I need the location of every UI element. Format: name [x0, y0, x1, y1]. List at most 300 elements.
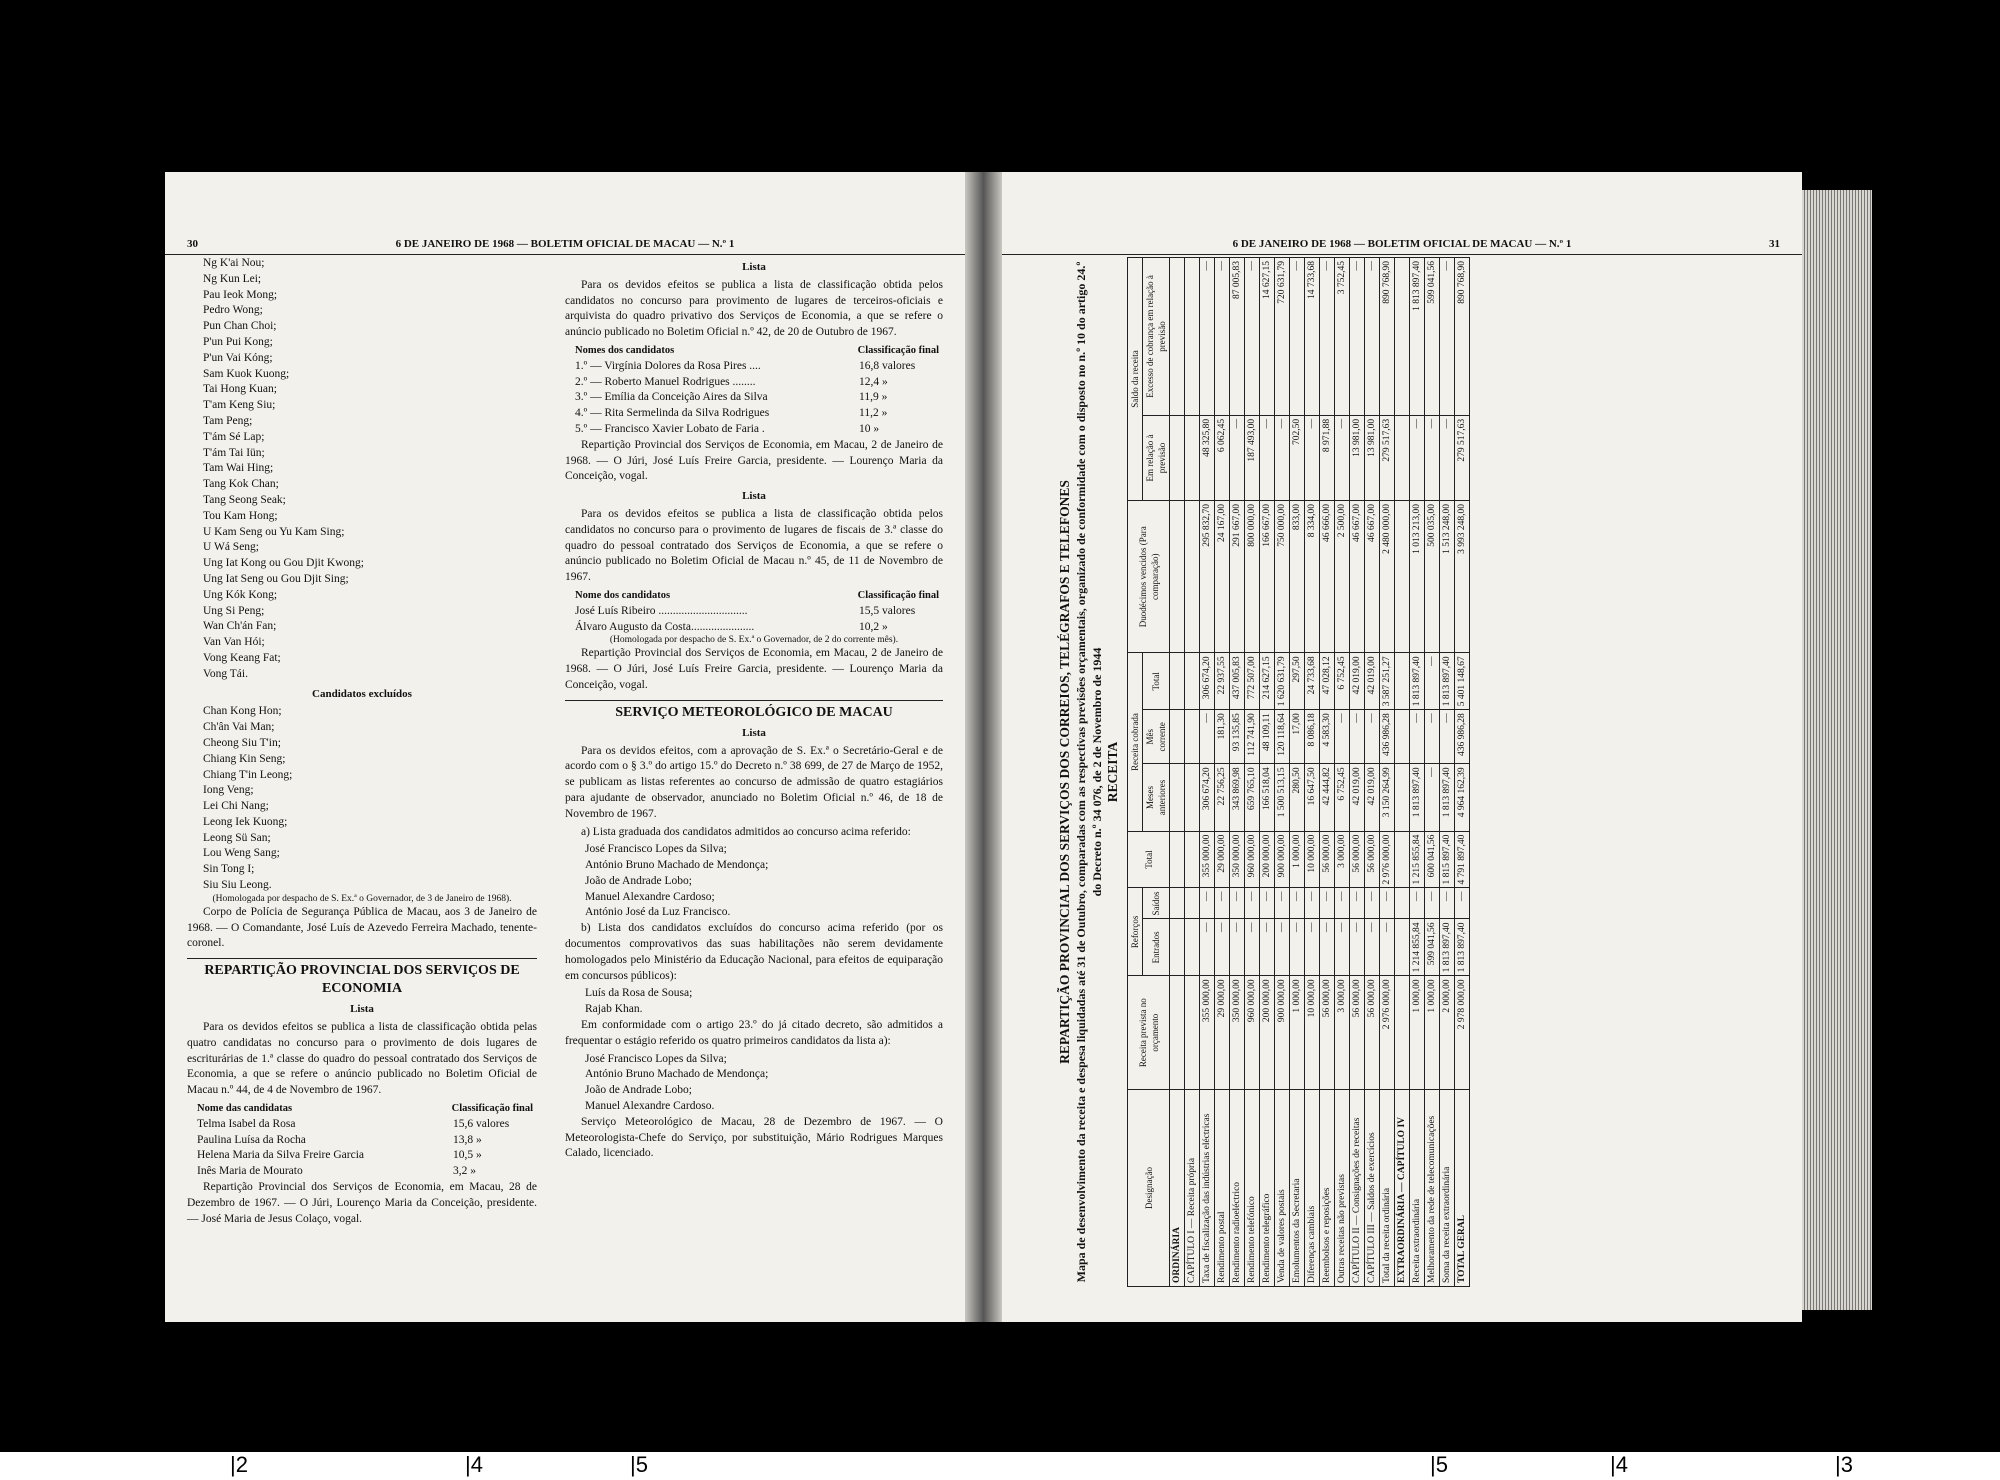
table-cell-du — [1170, 501, 1185, 653]
table-cell-x: 599 041,56 — [1425, 258, 1440, 416]
table-cell-d: Taxa de fiscalização das indústrias eléctricas — [1200, 1090, 1215, 1287]
left-running-title: 6 DE JANEIRO DE 1968 — BOLETIM OFICIAL DE MACAU — N.º 1 — [395, 238, 735, 250]
inspectors-paragraph: Para os devidos efeitos se publica a lista de classificação obtida pelos candidatos no concurso para o provimento de lugares de fiscais de 3.ª classe do quadro do pessoal contratado dos Serviços de Economia, a que se refere o anúncio publicado no Boletim Oficial de Macau n.º 45, de 11 de Novembro de 1967. — [565, 507, 943, 584]
table-cell-s: — — [1215, 888, 1230, 919]
th-saidos: Saídos — [1143, 888, 1170, 919]
table-cell-t — [1395, 831, 1410, 888]
table-cell-s: — — [1245, 888, 1260, 919]
excluded-candidate-name: Leong Iek Kuong; — [203, 815, 288, 828]
rank-score: 16,8 valores — [859, 359, 916, 372]
excluded-candidate-name: Cheong Siu T'in; — [203, 736, 281, 749]
candidate-name: T'ám Tai Iün; — [203, 446, 265, 459]
table-row — [1320, 258, 1335, 1287]
table-cell-r — [1170, 415, 1185, 500]
table-cell-du: 166 667,00 — [1260, 501, 1275, 653]
index-tab: |4 — [1610, 1452, 1628, 1477]
table-cell-t: 900 000,00 — [1275, 831, 1290, 888]
clerks-rank-list — [187, 1117, 537, 1180]
index-tab: |2 — [230, 1452, 248, 1477]
homologation-note: (Homologada por despacho de S. Ex.ª o Governador, de 3 de Janeiro de 1968). — [212, 893, 512, 904]
table-cell-d: CAPÍTULO II — Consignações de receitas — [1350, 1090, 1365, 1287]
table-cell-t: 56 000,00 — [1320, 831, 1335, 888]
rank-row — [565, 620, 943, 636]
table-cell-e: — — [1230, 919, 1245, 976]
table-cell-m: 306 674,20 — [1200, 764, 1215, 831]
col-name-header-2: Nomes dos candidatos — [575, 344, 675, 356]
table-cell-r: — — [1335, 415, 1350, 500]
candidate-name: Tang Seong Seak; — [203, 493, 286, 506]
officers-signature: Repartição Provincial dos Serviços de Economia, em Macau, 2 de Janeiro de 1968. — O Júri, José Luís Freire Garcia, presidente. — Lourenço Maria da Conceição, vogal. — [565, 438, 943, 483]
clerks-list-header — [187, 1101, 537, 1117]
officers-list-header — [565, 343, 943, 359]
right-page — [1002, 172, 1802, 1322]
table-cell-r: 48 325,80 — [1200, 415, 1215, 500]
th-saldo: Saldo da receita — [1128, 258, 1143, 501]
meteo-list-a — [565, 842, 943, 921]
table-cell-tc: 5 401 148,67 — [1455, 653, 1470, 710]
table-cell-c: 181,30 — [1215, 710, 1230, 764]
table-cell-t: 4 791 897,40 — [1455, 831, 1470, 888]
table-cell-c: — — [1350, 710, 1365, 764]
index-tab: |5 — [630, 1452, 648, 1477]
rank-score: 13,8 » — [453, 1133, 482, 1146]
table-cell-m: 1 813 897,40 — [1440, 764, 1455, 831]
table-cell-p: 355 000,00 — [1200, 976, 1215, 1090]
candidate-name: Ung Si Peng; — [203, 604, 265, 617]
table-cell-p: 56 000,00 — [1320, 976, 1335, 1090]
meteo-admitted-candidate: Manuel Alexandre Cardoso. — [585, 1100, 715, 1113]
rank-name: 1.º — Virgínia Dolores da Rosa Pires .... — [575, 359, 761, 372]
candidate-name: Tai Hong Kuan; — [203, 383, 277, 396]
table-row — [1230, 258, 1245, 1287]
table-cell-x: 14 627,15 — [1260, 258, 1275, 416]
table-cell-s — [1395, 888, 1410, 919]
table-cell-d: Receita extraordinária — [1410, 1090, 1425, 1287]
th-mes: Mês corrente — [1143, 710, 1170, 764]
inspectors-list-header — [565, 588, 943, 604]
rank-name: Inês Maria de Mourato — [197, 1165, 303, 1178]
table-cell-tc — [1185, 653, 1200, 710]
table-cell-c: 48 109,11 — [1260, 710, 1275, 764]
table-cell-d: Outras receitas não previstas — [1335, 1090, 1350, 1287]
table-cell-tc: 42 019,00 — [1350, 653, 1365, 710]
meteo-paragraph: Para os devidos efeitos, com a aprovação de S. Ex.ª o Secretário-Geral e de acordo com o § 3.º do artigo 15.º do Decreto n.º 38 699, de 27 de Março de 1952, se publicam as listas referentes ao concurso de admissão de quatro estagiários para ajudante de observador, anunciado no Boletim Oficial n.º 46, de 18 de Novembro de 1967. — [565, 744, 943, 820]
table-cell-tc: — — [1425, 653, 1440, 710]
table-cell-c — [1185, 710, 1200, 764]
table-cell-c: 93 135,85 — [1230, 710, 1245, 764]
table-cell-x: 720 631,79 — [1275, 258, 1290, 416]
table-cell-c: — — [1425, 710, 1440, 764]
table-cell-t: 1 815 897,40 — [1440, 831, 1455, 888]
table-cell-tc: 22 937,55 — [1215, 653, 1230, 710]
th-entrados: Entrados — [1143, 919, 1170, 976]
right-running-title: 6 DE JANEIRO DE 1968 — BOLETIM OFICIAL DE MACAU — N.º 1 — [1232, 238, 1572, 250]
excluded-candidate-name: Iong Veng; — [203, 784, 254, 797]
table-cell-m: 16 647,50 — [1305, 764, 1320, 831]
table-cell-d: Rendimento postal — [1215, 1090, 1230, 1287]
clerks-paragraph: Para os devidos efeitos se publica a lista de classificação obtida pelas quatro candidatas no concurso para o provimento de dois lugares de escriturárias de 1.ª classe do quadro do pessoal contratado dos Serviços de Economia, a que se refere o anúncio publicado no Boletim Oficial de Macau n.º 44, de 4 de Novembro de 1967. — [187, 1021, 537, 1097]
rank-score: 11,2 » — [859, 407, 888, 420]
meteo-candidate: Manuel Alexandre Cardoso; — [585, 890, 715, 903]
table-cell-t: 1 215 855,84 — [1410, 831, 1425, 888]
table-cell-m: 280,50 — [1290, 764, 1305, 831]
table-cell-p: 200 000,00 — [1260, 976, 1275, 1090]
table-cell-s: — — [1455, 888, 1470, 919]
excluded-candidate-name: Ch'ân Vai Man; — [203, 721, 275, 734]
table-cell-du: 750 000,00 — [1275, 501, 1290, 653]
table-cell-p: 56 000,00 — [1365, 976, 1380, 1090]
candidate-name: P'un Pui Kong; — [203, 335, 273, 348]
table-row — [1380, 258, 1395, 1287]
table-cell-p: 1 000,00 — [1290, 976, 1305, 1090]
table-cell-s: — — [1320, 888, 1335, 919]
table-cell-p: 29 000,00 — [1215, 976, 1230, 1090]
table-cell-t: 2 976 000,00 — [1380, 831, 1395, 888]
candidate-name: Ung Iat Kong ou Gou Djit Kwong; — [203, 557, 364, 570]
table-cell-tc: 1 813 897,40 — [1410, 653, 1425, 710]
table-cell-tc: 47 028,12 — [1320, 653, 1335, 710]
list-heading-4: Lista — [742, 726, 766, 739]
table-cell-tc: 437 005,83 — [1230, 653, 1245, 710]
table-cell-s: — — [1365, 888, 1380, 919]
table-cell-c: 436 986,28 — [1455, 710, 1470, 764]
table-cell-s: — — [1380, 888, 1395, 919]
excluded-names-list — [187, 704, 537, 894]
table-cell-c: — — [1335, 710, 1350, 764]
col-class-header: Classificação final — [451, 1103, 533, 1115]
candidate-name: Ung Kók Kong; — [203, 588, 278, 601]
col-name-header: Nome das candidatas — [197, 1103, 293, 1115]
rank-score: 12,4 » — [859, 375, 888, 388]
table-cell-c: — — [1410, 710, 1425, 764]
table-cell-d: Emolumentos da Secretaria — [1290, 1090, 1305, 1287]
table-cell-x: 890 768,90 — [1455, 258, 1470, 416]
rotated-revenue-table-block — [1057, 257, 1747, 1287]
table-cell-r: 13 981,00 — [1365, 415, 1380, 500]
right-page-number: 31 — [1769, 238, 1780, 250]
table-cell-r: — — [1275, 415, 1290, 500]
th-relacao: Em relação à previsão — [1143, 415, 1170, 500]
table-cell-s: — — [1230, 888, 1245, 919]
table-cell-c — [1170, 710, 1185, 764]
meteo-list-a-intro: a) Lista graduada dos candidatos admitidos ao concurso acima referido: — [581, 825, 911, 838]
economy-section-title: REPARTIÇÃO PROVINCIAL DOS SERVIÇOS DE ECONOMIA — [187, 958, 537, 998]
table-row — [1395, 258, 1410, 1287]
table-cell-r: 13 981,00 — [1350, 415, 1365, 500]
table-cell-t: 355 000,00 — [1200, 831, 1215, 888]
th-duodecimos: Duodécimos vencidos (Para comparação) — [1128, 501, 1170, 653]
rank-name: Helena Maria da Silva Freire Garcia — [197, 1149, 364, 1162]
table-cell-x: — — [1290, 258, 1305, 416]
rank-name: 5.º — Francisco Xavier Lobato de Faria . — [575, 422, 765, 435]
table-cell-m: — — [1425, 764, 1440, 831]
left-column-2 — [565, 256, 943, 1164]
table-cell-du: 2 480 000,00 — [1380, 501, 1395, 653]
inspectors-signature: Repartição Provincial dos Serviços de Economia, em Macau, 2 de Janeiro de 1968. — O Júri, José Luís Freire Garcia, presidente. — Lourenço Maria da Conceição, vogal. — [565, 647, 943, 691]
table-cell-e: 599 041,56 — [1425, 919, 1440, 976]
table-title-2: Mapa de desenvolvimento da receita e despesa liquidadas até 31 de Outubro, comparadas com as respectivas previsões orçamentais, organizado de conformidade com o disposto no n.º 10 do artigo 24.º do Decreto n.º 34 076, de 2 de Novembro de 1944 — [1074, 261, 1104, 1283]
meteo-candidate: José Francisco Lopes da Silva; — [585, 843, 727, 856]
table-cell-d: Rendimento radioeléctrico — [1230, 1090, 1245, 1287]
rank-score: 10,2 » — [859, 620, 888, 633]
table-cell-e: — — [1350, 919, 1365, 976]
table-cell-e: 1 813 897,40 — [1440, 919, 1455, 976]
rank-score: 3,2 » — [453, 1165, 476, 1178]
rank-score: 15,5 valores — [859, 604, 916, 617]
rank-score: 10,5 » — [453, 1149, 482, 1162]
rank-score: 11,9 » — [859, 391, 888, 404]
excluded-candidate-name: Chiang Kin Seng; — [203, 752, 286, 765]
table-cell-tc — [1170, 653, 1185, 710]
table-row — [1350, 258, 1365, 1287]
table-cell-t: 600 041,56 — [1425, 831, 1440, 888]
table-row — [1275, 258, 1290, 1287]
table-cell-d: Rendimento telegráfico — [1260, 1090, 1275, 1287]
table-cell-e: — — [1290, 919, 1305, 976]
table-cell-du: 46 667,00 — [1350, 501, 1365, 653]
candidate-name: U Wá Seng; — [203, 541, 260, 554]
table-cell-du: 295 832,70 — [1200, 501, 1215, 653]
table-cell-p: 56 000,00 — [1350, 976, 1365, 1090]
rank-row — [565, 390, 943, 406]
table-cell-s: — — [1350, 888, 1365, 919]
table-cell-e: — — [1275, 919, 1290, 976]
th-cobrada: Receita cobrada — [1128, 653, 1143, 831]
table-cell-x: — — [1245, 258, 1260, 416]
table-row — [1440, 258, 1455, 1287]
rank-name: Álvaro Augusto da Costa...................... — [575, 620, 755, 633]
table-cell-t: 3 000,00 — [1335, 831, 1350, 888]
table-cell-r: — — [1305, 415, 1320, 500]
bottom-index-tabs — [0, 1452, 2000, 1480]
th-excesso: Excesso de cobrança em relação à previsão — [1143, 258, 1170, 416]
rank-name: 4.º — Rita Sermelinda da Silva Rodrigues — [575, 407, 770, 420]
excluded-heading: Candidatos excluídos — [312, 687, 412, 700]
candidate-name: Tang Kok Chan; — [203, 478, 279, 491]
table-cell-p: 1 000,00 — [1425, 976, 1440, 1090]
table-cell-m: 343 869,98 — [1230, 764, 1245, 831]
meteo-section-title: SERVIÇO METEOROLÓGICO DE MACAU — [565, 700, 943, 722]
table-cell-t: 56 000,00 — [1350, 831, 1365, 888]
table-row — [1245, 258, 1260, 1287]
table-cell-d: Diferenças cambiais — [1305, 1090, 1320, 1287]
table-cell-c: — — [1200, 710, 1215, 764]
table-cell-r: — — [1230, 415, 1245, 500]
col-class-header-3: Classificação final — [857, 589, 939, 601]
rank-row — [187, 1164, 537, 1180]
table-cell-d: Rendimento telefónico — [1245, 1090, 1260, 1287]
table-cell-s — [1170, 888, 1185, 919]
table-cell-du: 500 035,00 — [1425, 501, 1440, 653]
candidate-name: Ng Kun Lei; — [203, 272, 262, 285]
table-cell-t — [1170, 831, 1185, 888]
candidate-name: P'un Vai Kóng; — [203, 351, 273, 364]
table-cell-x: — — [1320, 258, 1335, 416]
candidate-name: Pau Ieok Mong; — [203, 288, 278, 301]
table-row — [1170, 258, 1185, 1287]
table-cell-m: 4 964 162,39 — [1455, 764, 1470, 831]
admitted-names-list — [187, 256, 537, 683]
col-class-header-2: Classificação final — [857, 344, 939, 356]
book-gutter — [965, 172, 1002, 1322]
table-title-1: REPARTIÇÃO PROVINCIAL DOS SERVIÇOS DOS CORREIOS, TELÉGRAFOS E TELEFONES — [1057, 480, 1072, 1064]
left-page-number: 30 — [187, 238, 198, 250]
table-cell-x: 890 768,90 — [1380, 258, 1395, 416]
table-cell-du: 1 013 213,00 — [1410, 501, 1425, 653]
table-row — [1185, 258, 1200, 1287]
table-cell-c — [1395, 710, 1410, 764]
table-cell-m: 659 765,10 — [1245, 764, 1260, 831]
table-cell-tc: 3 587 251,27 — [1380, 653, 1395, 710]
meteo-list-b-intro: b) Lista dos candidatos excluídos do concurso acima referido (por os documentos comprovativos das suas habilitações não serem devidamente homologados pelo Ministério da Educação Nacional, para efeitos de equiparação em concursos públicos): — [565, 922, 943, 982]
table-cell-m — [1395, 764, 1410, 831]
revenue-table — [1127, 257, 1470, 1287]
table-row — [1290, 258, 1305, 1287]
rank-score: 15,6 valores — [453, 1117, 510, 1130]
table-cell-tc: 1 620 631,79 — [1275, 653, 1290, 710]
table-cell-m: 1 813 897,40 — [1410, 764, 1425, 831]
clerks-signature: Repartição Provincial dos Serviços de Economia, em Macau, 28 de Dezembro de 1967. — O Júri, Lourenço Maria da Conceição, presidente. — José Maria de Jesus Colaço, vogal. — [187, 1181, 537, 1225]
candidate-name: Ng K'ai Nou; — [203, 257, 265, 269]
rank-name: 2.º — Roberto Manuel Rodrigues ........ — [575, 375, 756, 388]
table-cell-du: 800 000,00 — [1245, 501, 1260, 653]
table-cell-m: 42 019,00 — [1350, 764, 1365, 831]
table-cell-m: 42 444,82 — [1320, 764, 1335, 831]
table-cell-t: 200 000,00 — [1260, 831, 1275, 888]
table-cell-m: 1 500 513,15 — [1275, 764, 1290, 831]
table-cell-tc: 1 813 897,40 — [1440, 653, 1455, 710]
table-row — [1260, 258, 1275, 1287]
table-cell-du — [1185, 501, 1200, 653]
table-cell-t: 29 000,00 — [1215, 831, 1230, 888]
table-cell-du: 291 667,00 — [1230, 501, 1245, 653]
rank-row — [565, 604, 943, 620]
meteo-admitted-candidate: João de Andrade Lobo; — [585, 1084, 692, 1097]
table-cell-t: 960 000,00 — [1245, 831, 1260, 888]
rank-score: 10 » — [859, 422, 880, 435]
table-cell-e: — — [1215, 919, 1230, 976]
table-title-3: RECEITA — [1105, 741, 1120, 803]
table-cell-t: 1 000,00 — [1290, 831, 1305, 888]
revenue-table-body — [1170, 258, 1470, 1287]
rank-row — [565, 406, 943, 422]
table-cell-m — [1170, 764, 1185, 831]
table-cell-d: CAPÍTULO III — Saldos de exercícios — [1365, 1090, 1380, 1287]
table-row — [1335, 258, 1350, 1287]
table-cell-x — [1395, 258, 1410, 416]
table-cell-x: 14 733,68 — [1305, 258, 1320, 416]
table-cell-s: — — [1440, 888, 1455, 919]
table-cell-du: 46 667,00 — [1365, 501, 1380, 653]
table-cell-e: — — [1380, 919, 1395, 976]
table-cell-r: 702,50 — [1290, 415, 1305, 500]
rank-name: 3.º — Emília da Conceição Aires da Silva — [575, 391, 768, 404]
table-cell-s: — — [1305, 888, 1320, 919]
table-cell-x: 87 005,83 — [1230, 258, 1245, 416]
table-cell-x — [1170, 258, 1185, 416]
table-cell-r: — — [1410, 415, 1425, 500]
table-cell-x: 1 813 897,40 — [1410, 258, 1425, 416]
table-cell-p: 960 000,00 — [1245, 976, 1260, 1090]
table-cell-m — [1185, 764, 1200, 831]
table-cell-x: — — [1215, 258, 1230, 416]
table-cell-c: 8 086,18 — [1305, 710, 1320, 764]
table-cell-e: — — [1305, 919, 1320, 976]
candidate-name: U Kam Seng ou Yu Kam Sing; — [203, 525, 345, 538]
candidate-name: Pedro Wong; — [203, 304, 263, 317]
th-meses: Meses anteriores — [1143, 764, 1170, 831]
inspectors-rank-list — [565, 604, 943, 636]
rank-row — [187, 1117, 537, 1133]
table-row — [1305, 258, 1320, 1287]
candidate-name: Vong Tái. — [203, 667, 248, 680]
table-cell-tc: 772 507,00 — [1245, 653, 1260, 710]
table-cell-d: Melhoramento da rede de telecomunicações — [1425, 1090, 1440, 1287]
meteo-excluded-candidate: Rajab Khan. — [585, 1003, 643, 1016]
table-row — [1410, 258, 1425, 1287]
table-cell-d: EXTRAORDINÁRIA — CAPÍTULO IV — [1395, 1090, 1410, 1287]
table-cell-d: Venda de valores postais — [1275, 1090, 1290, 1287]
table-cell-c: 112 741,90 — [1245, 710, 1260, 764]
table-row — [1200, 258, 1215, 1287]
th-total2: Total — [1143, 653, 1170, 710]
table-cell-p: 3 000,00 — [1335, 976, 1350, 1090]
table-cell-e: 1 214 855,84 — [1410, 919, 1425, 976]
rank-name: Paulina Luísa da Rocha — [197, 1133, 306, 1146]
officers-rank-list — [565, 359, 943, 438]
table-cell-r: 6 062,45 — [1215, 415, 1230, 500]
th-prevista: Receita prevista no orçamento — [1128, 976, 1170, 1090]
table-cell-r: — — [1425, 415, 1440, 500]
rank-row — [565, 422, 943, 438]
table-cell-x: 3 752,45 — [1335, 258, 1350, 416]
table-cell-s: — — [1200, 888, 1215, 919]
meteo-list-c-intro: Em conformidade com o artigo 23.º do já citado decreto, são admitidos a frequentar o estágio referido os quatro primeiros candidatos da lista a): — [565, 1019, 943, 1047]
table-row — [1215, 258, 1230, 1287]
table-cell-c: 436 986,28 — [1380, 710, 1395, 764]
table-cell-p — [1395, 976, 1410, 1090]
candidate-name: Pun Chan Choi; — [203, 320, 277, 333]
table-cell-e: 1 813 897,40 — [1455, 919, 1470, 976]
table-cell-e — [1395, 919, 1410, 976]
rank-name: José Luís Ribeiro ............................... — [575, 604, 748, 617]
meteo-list-c — [565, 1052, 943, 1115]
table-row — [1365, 258, 1380, 1287]
table-cell-e: — — [1365, 919, 1380, 976]
table-cell-t: 56 000,00 — [1365, 831, 1380, 888]
table-cell-m: 3 150 264,99 — [1380, 764, 1395, 831]
table-cell-tc — [1395, 653, 1410, 710]
table-cell-du: 3 993 248,00 — [1455, 501, 1470, 653]
candidate-name: T'ám Sé Lap; — [203, 430, 265, 443]
table-cell-du: 833,00 — [1290, 501, 1305, 653]
table-cell-d: Soma da receita extraordinária — [1440, 1090, 1455, 1287]
index-tab: |5 — [1430, 1452, 1448, 1477]
col-name-header-3: Nome dos candidatos — [575, 589, 671, 601]
index-tab: |4 — [465, 1452, 483, 1477]
table-cell-r: 279 517,63 — [1455, 415, 1470, 500]
table-cell-p: 2 976 000,00 — [1380, 976, 1395, 1090]
candidate-name: Wan Ch'án Fan; — [203, 620, 277, 633]
table-cell-p — [1170, 976, 1185, 1090]
table-cell-s: — — [1335, 888, 1350, 919]
table-cell-tc: 24 733,68 — [1305, 653, 1320, 710]
candidate-name: Ung Iat Seng ou Gou Djit Sing; — [203, 572, 349, 585]
table-cell-d: Total da receita ordinária — [1380, 1090, 1395, 1287]
table-cell-tc: 306 674,20 — [1200, 653, 1215, 710]
candidate-name: Tam Peng; — [203, 414, 253, 427]
meteo-admitted-candidate: António Bruno Machado de Mendonça; — [585, 1068, 769, 1081]
